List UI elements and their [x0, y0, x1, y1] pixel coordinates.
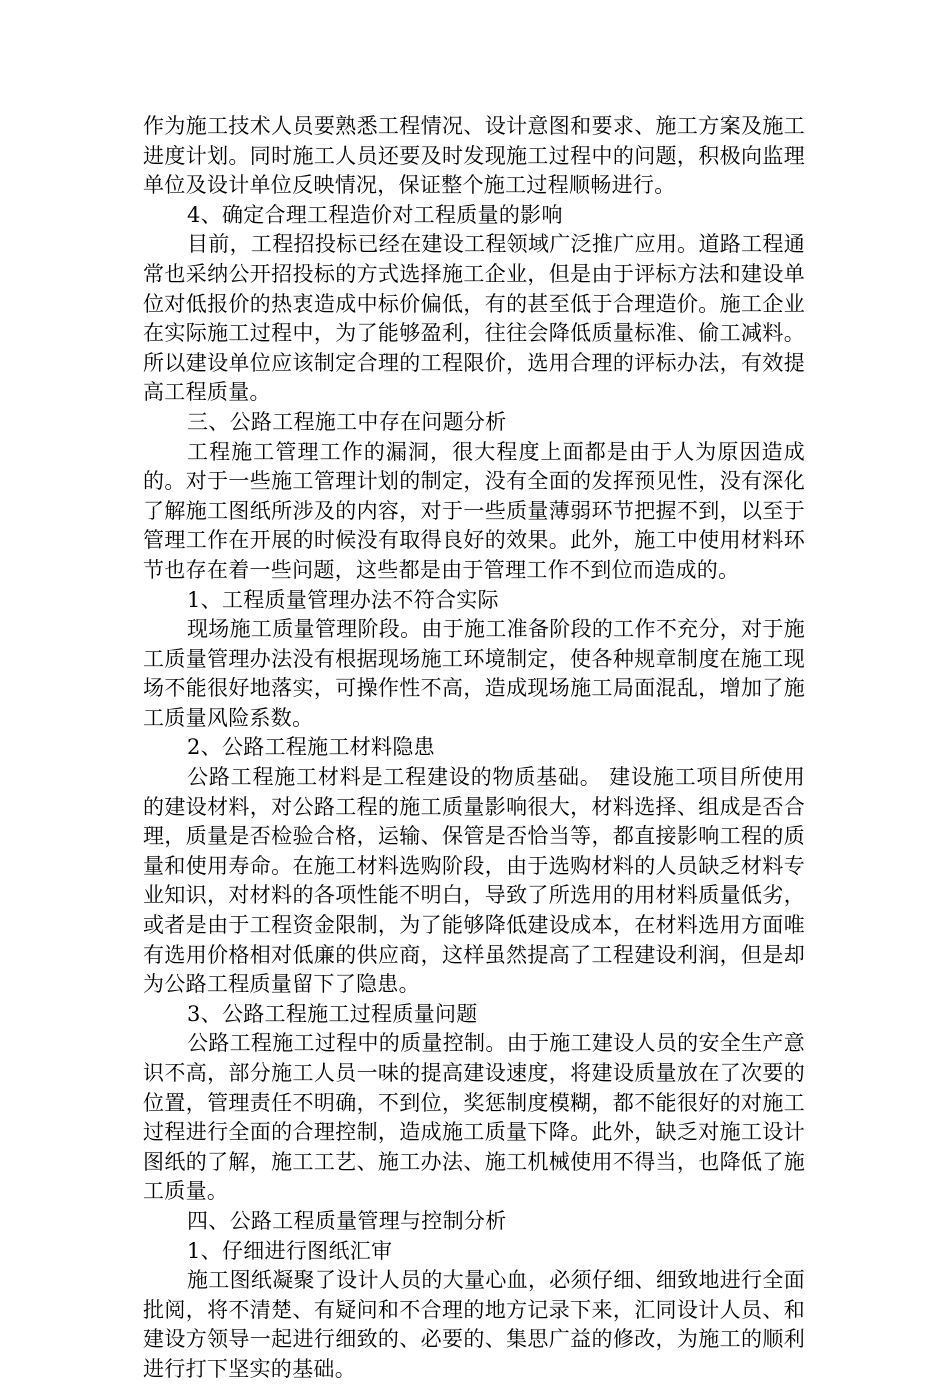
section-heading: 四、公路工程质量管理与控制分析 [187, 1208, 507, 1233]
section-heading: 3、公路工程施工过程质量问题 [187, 1001, 478, 1026]
paragraph: 目前，工程招投标已经在建设工程领域广泛推广应用。道路工程通常也采纳公开招投标的方式选择施工企业，但是由于评标方法和建设单位对低报价的热衷造成中标价偏低，有的甚至低于合理造价。施工企业在实际施工过程中，为了能够盈利，往往会降低质量标准、偷工减料。所以建设单位应该制定合理的工程限价，选用合理的评标办法，有效提高工程质量。 [143, 232, 805, 405]
paragraph-continuation: 作为施工技术人员要熟悉工程情况、设计意图和要求、施工方案及施工进度计划。同时施工人员还要及时发现施工过程中的问题，积极向监理单位及设计单位反映情况，保证整个施工过程顺畅进行。 [143, 114, 805, 198]
document-body [143, 112, 805, 1385]
section-heading: 三、公路工程施工中存在问题分析 [187, 409, 507, 434]
paragraph: 工程施工管理工作的漏洞，很大程度上面都是由于人为原因造成的。对于一些施工管理计划的制定，没有全面的发挥预见性，没有深化了解施工图纸所涉及的内容，对于一些质量薄弱环节把握不到，以至于管理工作在开展的时候没有取得良好的效果。此外，施工中使用材料环节也存在着一些问题，这些都是由于管理工作不到位而造成的。 [143, 439, 805, 582]
section-heading: 2、公路工程施工材料隐患 [187, 735, 435, 760]
section-heading: 1、仔细进行图纸汇审 [187, 1238, 393, 1263]
paragraph: 施工图纸凝聚了设计人员的大量心血，必须仔细、细致地进行全面批阅，将不清楚、有疑问和不合理的地方记录下来，汇同设计人员、和建设方领导一起进行细致的、必要的、集思广益的修改，为施工的顺利进行打下坚实的基础。 [143, 1268, 805, 1381]
paragraph: 公路工程施工过程中的质量控制。由于施工建设人员的安全生产意识不高，部分施工人员一味的提高建设速度，将建设质量放在了次要的位置，管理责任不明确，不到位，奖惩制度模糊，都不能很好的对施工过程进行全面的合理控制，造成施工质量下降。此外，缺乏对施工设计图纸的了解，施工工艺、施工办法、施工机械使用不得当，也降低了施工质量。 [143, 1031, 805, 1204]
paragraph: 现场施工质量管理阶段。由于施工准备阶段的工作不充分，对于施工质量管理办法没有根据现场施工环境制定，使各种规章制度在施工现场不能很好地落实，可操作性不高，造成现场施工局面混乱，增加了施工质量风险系数。 [143, 617, 805, 730]
paragraph: 公路工程施工材料是工程建设的物质基础。 建设施工项目所使用的建设材料，对公路工程的施工质量影响很大，材料选择、组成是否合理，质量是否检验合格，运输、保管是否恰当等，都直接影响工程的质量和使用寿命。在施工材料选购阶段，由于选购材料的人员缺乏材料专业知识，对材料的各项性能不明白，导致了所选用的用材料质量低劣，或者是由于工程资金限制，为了能够降低建设成本，在材料选用方面唯有选用价格相对低廉的供应商，这样虽然提高了工程建设利润，但是却为公路工程质量留下了隐患。 [143, 765, 805, 997]
section-heading: 1、工程质量管理办法不符合实际 [187, 587, 499, 612]
section-heading: 4、确定合理工程造价对工程质量的影响 [187, 202, 563, 227]
